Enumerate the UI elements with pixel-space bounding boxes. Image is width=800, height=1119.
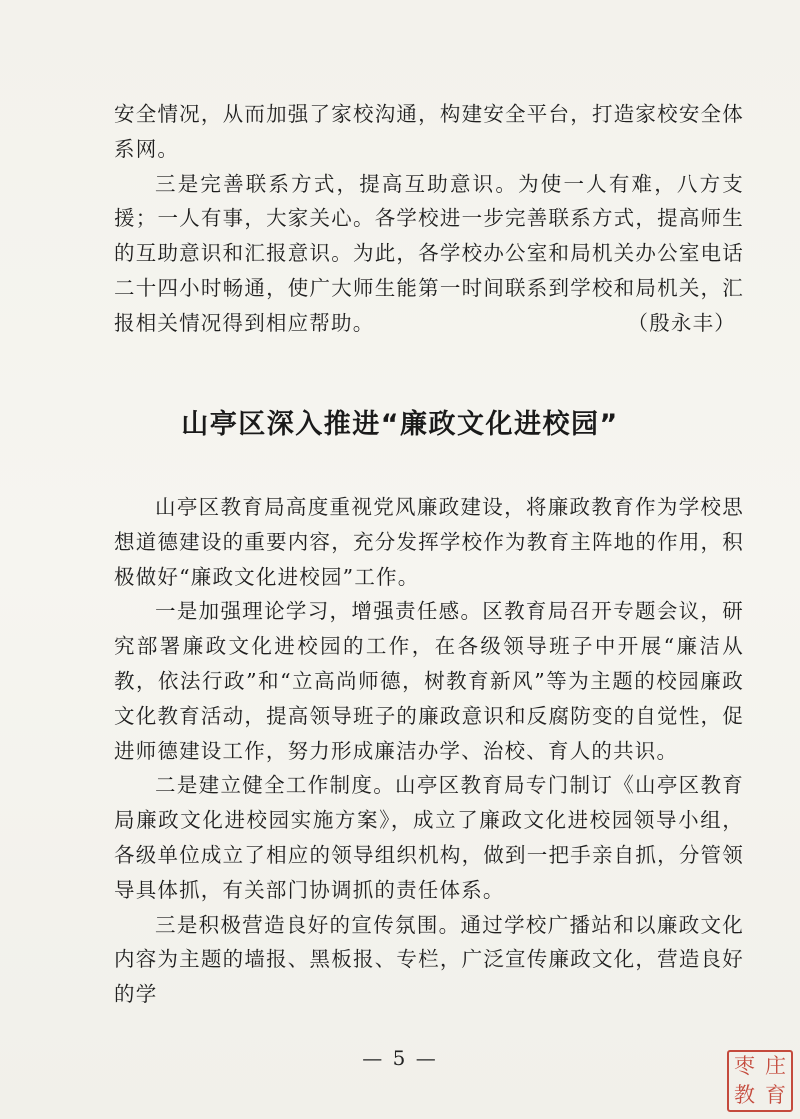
article-paragraph: 一是加强理论学习，增强责任感。区教育局召开专题会议，研究部署廉政文化进校园的工作，在各级领导班子中开展“廉洁从教，依法行政”和“立高尚师德，树教育新风”等为主题的校园廉政文化教育活动，提高领导班子的廉政意识和反腐防变的自觉性，促进师德建设工作，努力形成廉洁办学、治校、育人的共识。 — [114, 599, 744, 763]
author-byline: （殷永丰） — [627, 310, 736, 335]
article-paragraph: 山亭区教育局高度重视党风廉政建设，将廉政教育作为学校思想道德建设的重要内容，充分发挥学校作为教育主阵地的作用，积极做好“廉政文化进校园”工作。 — [114, 495, 744, 589]
seal-char: 教 — [734, 1083, 755, 1107]
article-paragraph: 二是建立健全工作制度。山亭区教育局专门制订《山亭区教育局廉政文化进校园实施方案》，成立了廉政文化进校园领导小组，各级单位成立了相应的领导组织机构，做到一把手亲自抓，分管领导具体抓，有关部门协调抓的责任体系。 — [114, 773, 744, 902]
paragraph-text: 三是完善联系方式，提高互助意识。为使一人有难，八方支援；一人有事，大家关心。各学校进一步完善联系方式，提高师生的互助意识和汇报意识。为此，各学校办公室和局机关办公室电话二十四小时畅通，使广大师生能第一时间联系到学校和局机关，汇报相关情况得到相应帮助。 — [114, 171, 744, 335]
seal-char: 枣 — [734, 1054, 755, 1078]
article-paragraph: 三是积极营造良好的宣传氛围。通过学校广播站和以廉政文化内容为主题的墙报、黑板报、专栏，广泛宣传廉政文化，营造良好的学 — [114, 912, 744, 1007]
paragraph-continuation: 安全情况，从而加强了家校沟通，构建安全平台，打造家校安全体系网。 — [114, 102, 744, 161]
article-body — [114, 490, 744, 1012]
seal-char: 育 — [765, 1083, 786, 1107]
red-seal-stamp — [727, 1050, 793, 1112]
previous-article-ending — [114, 97, 744, 341]
seal-char: 庄 — [765, 1054, 786, 1078]
paragraph-contact-methods — [114, 167, 744, 341]
article-title: 山亭区深入推进“廉政文化进校园” — [181, 409, 619, 440]
page-number: — 5 — — [362, 1046, 438, 1070]
